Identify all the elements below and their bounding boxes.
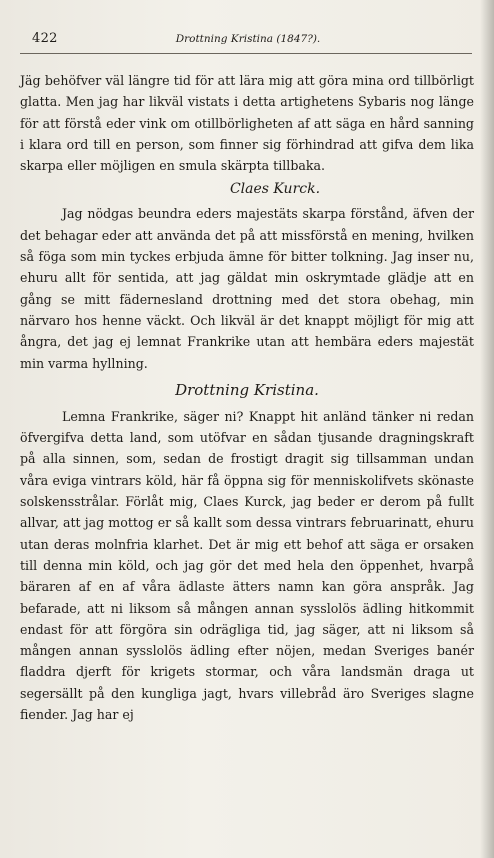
paragraph: Jäg behöfver väl längre tid för att lära mig att göra mina ord tillbörligt glatta. Men jag har likväl vistats i detta artighetens Sybaris nog länge för att förstå eder vink om otillbörligheten af att säga en hård sanning i klara ord till en person, som finner sig förhindrad att gifva dem lika skarpa eller möjligen en smula skärpta tillbaka. [20,73,474,174]
running-title: Drottning Kristina (1847?). [175,33,321,45]
header-rule [20,53,472,54]
page-edge-shadow [480,0,494,858]
page-number: 422 [32,31,58,46]
page-header [20,31,476,49]
speaker-name: Claes Kurck. [229,181,321,198]
paragraph: Jag nödgas beundra eders majestäts skarpa förstånd, äfven der det behagar eder att använda det på att missförstå en mening, hvilken så föga som min tyckes erbjuda ämne för bitter tolkning. Jag inser nu, ehuru allt för sentida, att jag gäldat min oskrymtade glädje att en gång se mitt fädernesland drottning med det stora obehag, min närvaro hos henne väckt. Och likväl är det knappt möjligt för mig att ångra, det jag ej lemnat Frankrike utan att hembära eders majestät min varma hyllning. [20,206,474,371]
page-body [20,70,474,725]
paragraph: Lemna Frankrike, säger ni? Knappt hit anländ tänker ni redan öfvergifva detta land, som utöfvar en sådan tjusande dragningskraft på alla sinnen, som, sedan de frostigt dragit sig tillsamman undan våra eviga vintrars köld, här få öppna sig för menniskolifvets skönaste solskensstrålar. Förlåt mig, Claes Kurck, jag beder er derom på fullt allvar, att jag mottog er så kallt som dessa vintrars februarinatt, ehuru utan deras molnfria klarhet. Det är mig ett behof att säga er orsaken till denna min köld, och jag gör det med hela den öppenhet, hvarpå bäraren af en af våra ädlaste ätters namn kan göra anspråk. Jag befarade, att ni liksom så mången annan sysslolös ädling hitkommit endast för att förgöra sin odrägliga tid, jag säger, att ni liksom så mången annan sysslolös ädling efter nöjen, medan Sveriges banér fladdra djerft för krigets stormar, och våra landsmän draga ut segersällt på den kungliga jagt, hvars villebråd äro Sveriges slagne fiender. Jag har ej [20,408,474,723]
speaker-name: Drottning Kristina. [175,380,319,399]
